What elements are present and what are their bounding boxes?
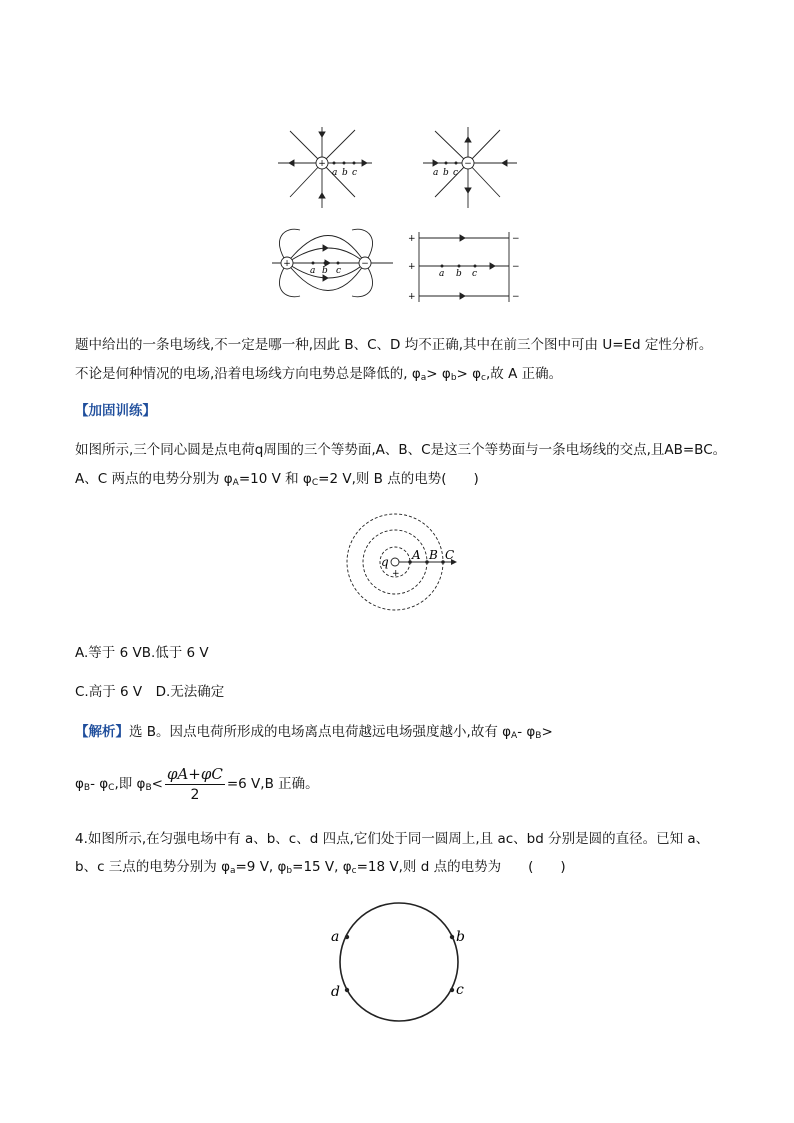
pos-label-b: b	[342, 168, 348, 178]
neg-label-b: b	[443, 168, 449, 178]
fig-label-plus: +	[392, 569, 400, 579]
neg-label-c: c	[453, 168, 459, 178]
negative-charge-field-diagram	[420, 125, 520, 210]
fig-label-B: B	[429, 548, 438, 562]
pos-charge-sign: +	[318, 159, 326, 169]
dipole-field-diagram	[270, 228, 395, 306]
q4-label-b: b	[456, 929, 465, 945]
plate-plus-3: +	[408, 292, 416, 302]
solution-line-1: 【解析】选 B。因点电荷所形成的电场离点电荷越远电场强度越小,故有 $\varphi_A-$ $\varphi_B>$	[75, 724, 553, 741]
q4-label-c: c	[456, 982, 464, 998]
analysis-line-2: 不论是何种情况的电场,沿着电场线方向电势总是降低的, $\varphi_a> \varphi_b> \varphi_c$,故 A 正确。	[75, 366, 563, 383]
fraction-denominator: 2	[190, 786, 200, 803]
q4-line-1: 4.如图所示,在匀强电场中有 a、b、c、d 四点,它们处于同一圆周上,且 ac、bd 分别是圆的直径。已知 a、	[75, 831, 710, 847]
dipole-neg-sign: −	[361, 259, 369, 269]
solution-line-2: $\varphi_B-$ $\varphi_C$,即 $\varphi_B<$ $\frac{\varphi A+\varphi C}{2}$ =6 V,B 正确。	[75, 764, 319, 803]
problem-line-1: 如图所示,三个同心圆是点电荷q周围的三个等势面,A、B、C是这三个等势面与一条电场线的交点,且AB=BC。	[75, 442, 727, 458]
fraction	[165, 764, 225, 805]
dipole-label-a: a	[310, 266, 316, 276]
pos-label-a: a	[332, 168, 338, 178]
fig-label-C: C	[445, 548, 455, 562]
dipole-label-c: c	[336, 266, 342, 276]
dipole-pos-sign: +	[283, 259, 291, 269]
q4-label-a: a	[331, 929, 340, 945]
q4-line-2: b、c 三点的电势分别为 $\varphi_a=9$ V, $\varphi_b=15$ V, $\varphi_c=18$ V,则 d 点的电势为 ( )	[75, 859, 566, 876]
section-title: 【加固训练】	[75, 403, 156, 419]
q4-label-d: d	[331, 984, 340, 1000]
positive-charge-field-diagram	[275, 125, 375, 210]
solution-tag: 【解析】	[75, 724, 129, 740]
plate-plus-2: +	[408, 262, 416, 272]
pos-label-c: c	[352, 168, 358, 178]
option-line-2: C.高于 6 V D.无法确定	[75, 684, 225, 700]
neg-charge-sign: −	[464, 159, 472, 169]
problem-line-2: A、C 两点的电势分别为 $\varphi_A=10$ V 和 $\varphi_C=2$ V,则 B 点的电势( )	[75, 471, 479, 488]
equipotential-circles-figure	[340, 510, 460, 615]
plate-label-b: b	[456, 269, 462, 279]
parallel-plate-field-diagram	[405, 228, 520, 306]
plate-label-a: a	[439, 269, 445, 279]
plate-minus-3: −	[512, 292, 520, 302]
option-line-1: A.等于 6 VB.低于 6 V	[75, 645, 209, 661]
analysis-line-1: 题中给出的一条电场线,不一定是哪一种,因此 B、C、D 均不正确,其中在前三个图中可由 U=Ed 定性分析。	[75, 337, 713, 353]
q4-circle-figure	[325, 895, 475, 1030]
plate-plus-1: +	[408, 234, 416, 244]
dipole-label-b: b	[322, 266, 328, 276]
plate-minus-1: −	[512, 234, 520, 244]
fig-label-A: A	[412, 548, 421, 562]
fraction-numerator: φA+φC	[166, 764, 223, 783]
neg-label-a: a	[433, 168, 439, 178]
fig-label-q: q	[381, 555, 389, 569]
plate-label-c: c	[472, 269, 478, 279]
plate-minus-2: −	[512, 262, 520, 272]
